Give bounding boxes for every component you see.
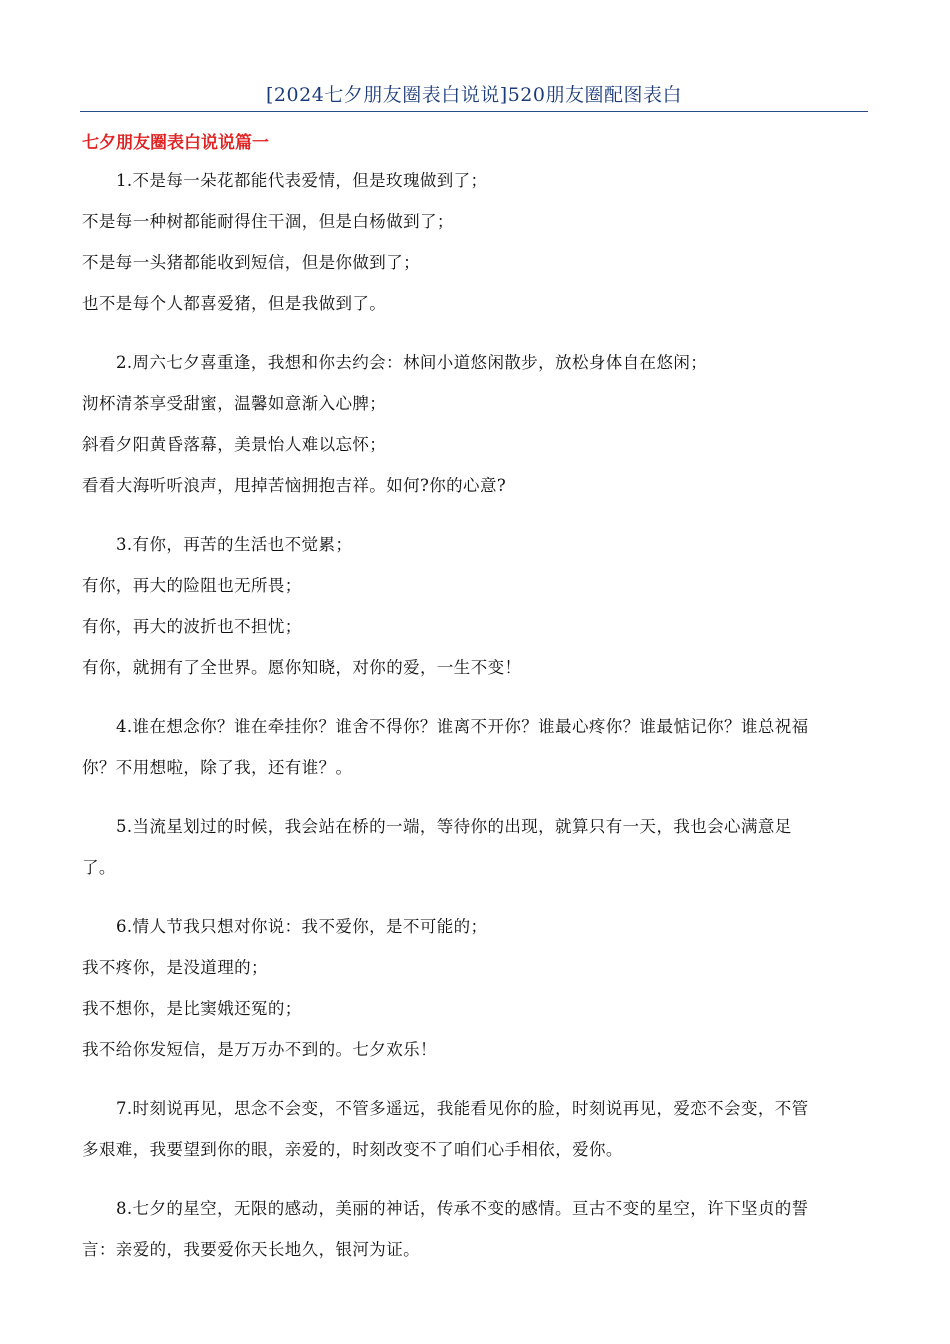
document-body bbox=[82, 160, 862, 1288]
paragraph-line: 你？不用想啦，除了我，还有谁？。 bbox=[82, 758, 353, 777]
section-title: 七夕朋友圈表白说说篇一 bbox=[82, 133, 269, 153]
paragraph-line: 也不是每个人都喜爱猪，但是我做到了。 bbox=[82, 294, 387, 313]
page-header-title: [2024七夕朋友圈表白说说]520朋友圈配图表白 bbox=[80, 80, 868, 112]
paragraph-6 bbox=[82, 906, 862, 1070]
paragraph-line: 斜看夕阳黄昏落幕，美景怡人难以忘怀； bbox=[82, 435, 387, 454]
paragraph-line: 6.情人节我只想对你说：我不爱你，是不可能的； bbox=[116, 917, 488, 936]
paragraph-3 bbox=[82, 524, 862, 688]
paragraph-line: 了。 bbox=[82, 858, 116, 877]
paragraph-line: 我不给你发短信，是万万办不到的。七夕欢乐！ bbox=[82, 1040, 437, 1059]
paragraph-line: 言：亲爱的，我要爱你天长地久，银河为证。 bbox=[82, 1240, 420, 1259]
paragraph-line: 2.周六七夕喜重逢，我想和你去约会：林间小道悠闲散步，放松身体自在悠闲； bbox=[116, 353, 708, 372]
paragraph-4 bbox=[82, 706, 862, 788]
paragraph-line: 有你，再大的险阻也无所畏； bbox=[82, 576, 302, 595]
paragraph-line: 沏杯清茶享受甜蜜，温馨如意渐入心脾； bbox=[82, 394, 387, 413]
paragraph-line: 我不想你，是比窦娥还冤的； bbox=[82, 999, 302, 1018]
paragraph-line: 3.有你，再苦的生活也不觉累； bbox=[116, 535, 353, 554]
paragraph-8 bbox=[82, 1188, 862, 1270]
paragraph-line: 1.不是每一朵花都能代表爱情，但是玫瑰做到了； bbox=[116, 171, 488, 190]
paragraph-line: 我不疼你，是没道理的； bbox=[82, 958, 268, 977]
paragraph-line: 4.谁在想念你？谁在牵挂你？谁舍不得你？谁离不开你？谁最心疼你？谁最惦记你？谁总祝福 bbox=[116, 717, 809, 736]
paragraph-line: 多艰难，我要望到你的眼，亲爱的，时刻改变不了咱们心手相依，爱你。 bbox=[82, 1140, 623, 1159]
paragraph-line: 5.当流星划过的时候，我会站在桥的一端，等待你的出现，就算只有一天，我也会心满意足 bbox=[116, 817, 792, 836]
paragraph-7 bbox=[82, 1088, 862, 1170]
paragraph-line: 不是每一种树都能耐得住干涸，但是白杨做到了； bbox=[82, 212, 454, 231]
paragraph-1 bbox=[82, 160, 862, 324]
paragraph-line: 有你，再大的波折也不担忧； bbox=[82, 617, 302, 636]
paragraph-line: 7.时刻说再见，思念不会变，不管多遥远，我能看见你的脸，时刻说再见，爱恋不会变，不管 bbox=[116, 1099, 809, 1118]
paragraph-line: 8.七夕的星空，无限的感动，美丽的神话，传承不变的感情。亘古不变的星空，许下坚贞的誓 bbox=[116, 1199, 809, 1218]
paragraph-line: 看看大海听听浪声，甩掉苦恼拥抱吉祥。如何?你的心意? bbox=[82, 476, 507, 495]
paragraph-5 bbox=[82, 806, 862, 888]
paragraph-2 bbox=[82, 342, 862, 506]
paragraph-line: 有你，就拥有了全世界。愿你知晓，对你的爱，一生不变！ bbox=[82, 658, 522, 677]
paragraph-line: 不是每一头猪都能收到短信，但是你做到了； bbox=[82, 253, 420, 272]
